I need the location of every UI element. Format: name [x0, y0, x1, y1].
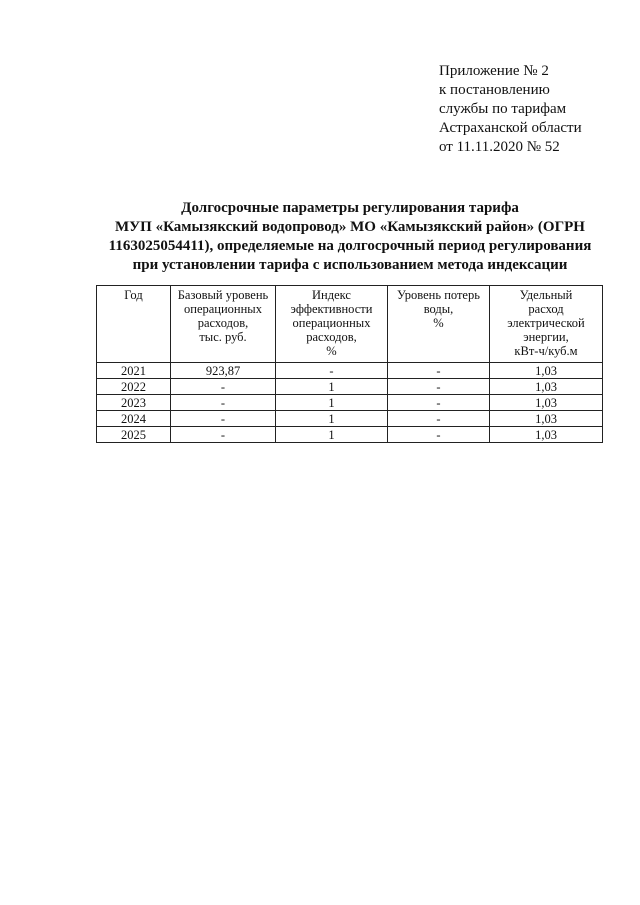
cell-year: 2022 — [97, 379, 171, 395]
cell-energy-consumption: 1,03 — [490, 379, 603, 395]
cell-energy-consumption: 1,03 — [490, 363, 603, 379]
cell-year: 2024 — [97, 411, 171, 427]
cell-efficiency-index: - — [276, 363, 388, 379]
cell-base-opex: - — [171, 379, 276, 395]
cell-year: 2021 — [97, 363, 171, 379]
cell-water-loss: - — [388, 363, 490, 379]
header-base-opex: Базовый уровень операционных расходов, тыс. руб. — [171, 286, 276, 363]
table-row — [97, 379, 603, 395]
table-row — [97, 411, 603, 427]
cell-energy-consumption: 1,03 — [490, 427, 603, 443]
appendix-line: службы по тарифам — [439, 101, 567, 117]
cell-water-loss: - — [388, 379, 490, 395]
header-water-loss: Уровень потерь воды, % — [388, 286, 490, 363]
appendix-line: от 11.11.2020 № 52 — [439, 139, 560, 155]
appendix-line: Приложение № 2 — [439, 63, 549, 79]
cell-efficiency-index: 1 — [276, 427, 388, 443]
cell-energy-consumption: 1,03 — [490, 411, 603, 427]
title-line: при установлении тарифа с использованием метода индексации — [132, 257, 568, 273]
cell-efficiency-index: 1 — [276, 395, 388, 411]
title-line: МУП «Камызякский водопровод» МО «Камызякский район» (ОГРН — [115, 219, 585, 235]
header-efficiency-index: Индекс эффективности операционных расходов, % — [276, 286, 388, 363]
cell-water-loss: - — [388, 411, 490, 427]
appendix-line: к постановлению — [439, 82, 550, 98]
cell-base-opex: - — [171, 427, 276, 443]
table-header-row — [97, 286, 603, 363]
appendix-line: Астраханской области — [439, 120, 582, 136]
cell-efficiency-index: 1 — [276, 379, 388, 395]
table-row — [97, 363, 603, 379]
cell-base-opex: 923,87 — [171, 363, 276, 379]
parameters-table — [96, 285, 603, 443]
title-line: 1163025054411), определяемые на долгосрочный период регулирования — [108, 238, 592, 254]
cell-base-opex: - — [171, 411, 276, 427]
cell-water-loss: - — [388, 395, 490, 411]
cell-efficiency-index: 1 — [276, 411, 388, 427]
cell-base-opex: - — [171, 395, 276, 411]
appendix-block — [439, 62, 582, 157]
cell-energy-consumption: 1,03 — [490, 395, 603, 411]
cell-year: 2023 — [97, 395, 171, 411]
table-row — [97, 395, 603, 411]
table-row — [97, 427, 603, 443]
cell-year: 2025 — [97, 427, 171, 443]
title-line: Долгосрочные параметры регулирования тарифа — [181, 200, 519, 216]
cell-water-loss: - — [388, 427, 490, 443]
header-energy-consumption: Удельный расход электрической энергии, кВт-ч/куб.м — [490, 286, 603, 363]
document-title — [70, 199, 630, 275]
header-year: Год — [97, 286, 171, 363]
